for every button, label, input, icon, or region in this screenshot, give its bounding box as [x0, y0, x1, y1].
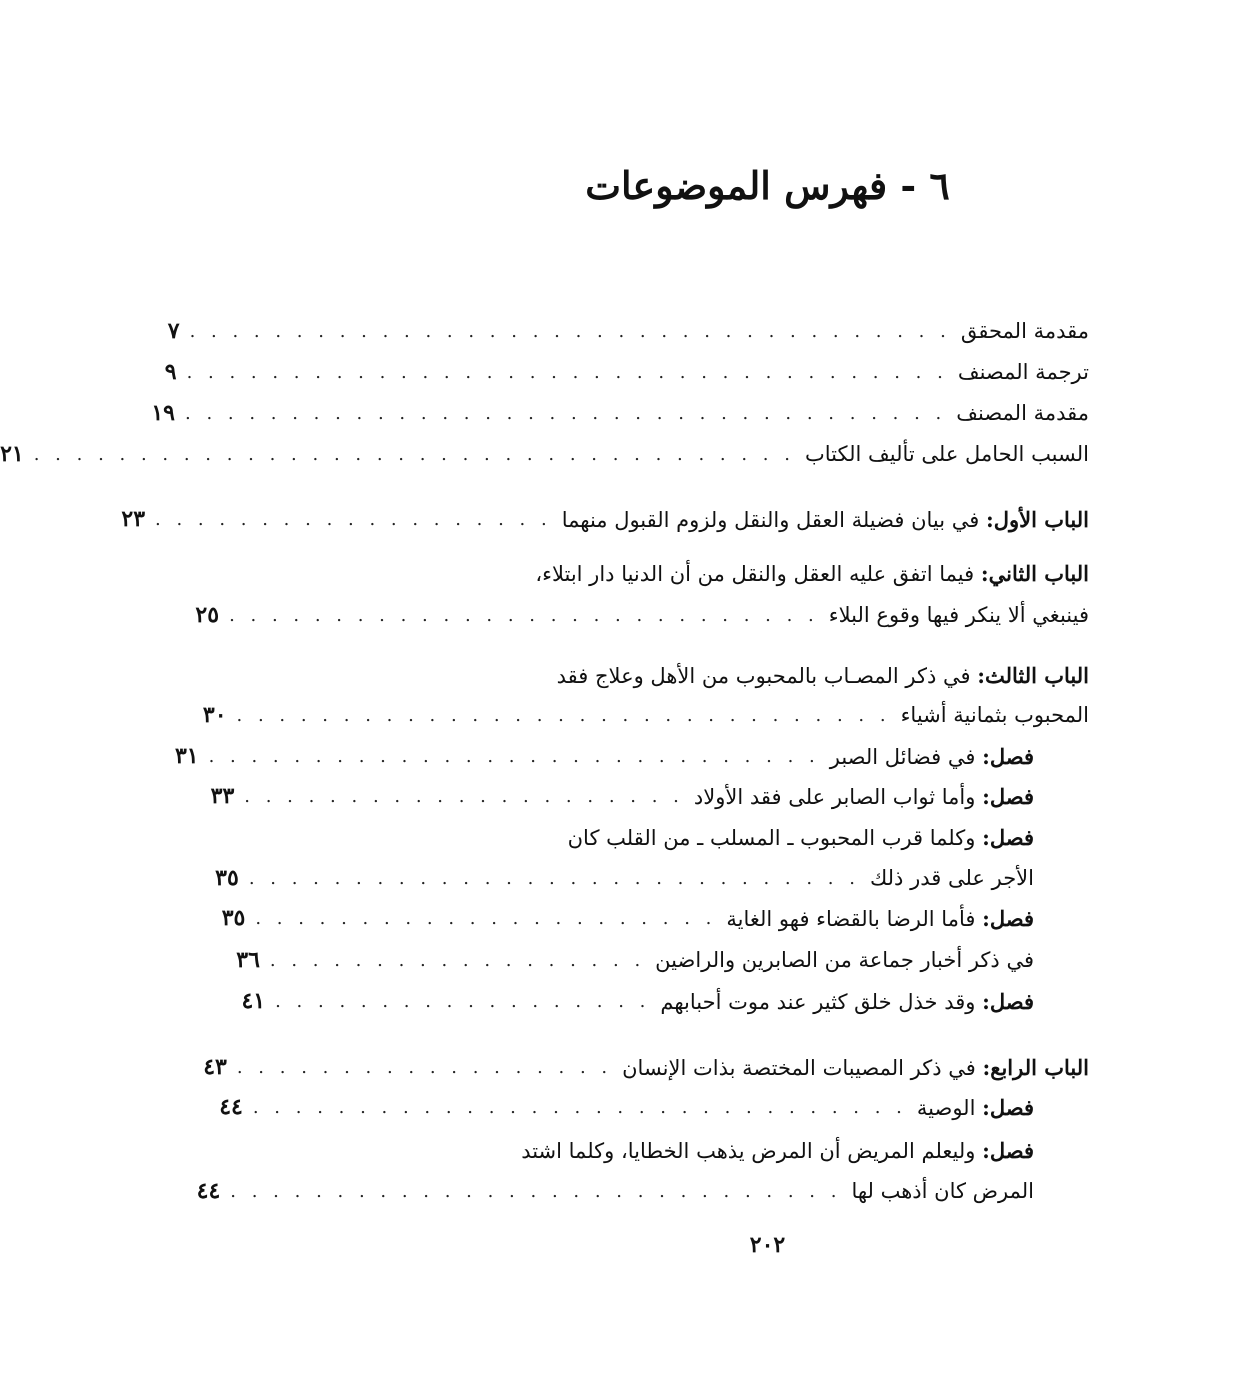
toc-page-number: ٧	[167, 318, 180, 344]
toc-page-number: ٢٥	[195, 602, 220, 628]
toc-entry[interactable]	[174, 736, 1034, 776]
toc-entry-label: المرض كان أذهب لها	[851, 1179, 1034, 1203]
toc-page-number: ٤٤	[196, 1178, 221, 1204]
toc-page-number: ٤١	[241, 988, 266, 1014]
toc-entry-head: فصل:	[982, 905, 1034, 931]
toc-entry[interactable]	[401, 553, 1089, 593]
toc-entry[interactable]	[196, 1171, 1034, 1211]
toc-leader-dots: . . . . . . . . . . . . . . . . . . . . . . . . . . . .	[229, 604, 819, 626]
toc-leader-dots: . . . . . . . . . . . . . . . . . . .	[155, 508, 552, 530]
toc-entry-head: الباب الأول:	[985, 506, 1089, 532]
title-number: ٦ -	[900, 163, 950, 208]
toc-leader-dots: . . . . . . . . . . . . . . . . . . . . . . . . . . . . .	[208, 745, 820, 767]
page-number: ٢٠٢	[749, 1232, 786, 1258]
toc-leader-dots: . . . . . . . . . . . . . . . . . .	[236, 1056, 613, 1078]
toc-entry-label: فيما اتفق عليه العقل والنقل من أن الدنيا دار ابتلاء،	[535, 561, 975, 586]
toc-entry-head: فصل:	[982, 1137, 1034, 1163]
page-title	[301, 163, 1234, 208]
toc-entry-label: فينبغي ألا ينكر فيها وقوع البلاء	[828, 603, 1089, 627]
toc-entry-label: مقدمة المصنف	[956, 401, 1089, 425]
toc-entry-head: الباب الثالث:	[977, 662, 1089, 688]
toc-page-number: ٣٥	[215, 865, 239, 891]
toc-entry-head: فصل:	[982, 1094, 1034, 1120]
toc-entry-label: في ذكر المصيبات المختصة بذات الإنسان	[622, 1055, 976, 1080]
toc-leader-dots: . . . . . . . . . . . . . . . . . .	[275, 990, 651, 1012]
toc-entry[interactable]	[215, 858, 1034, 898]
toc-leader-dots: . . . . . . . . . . . . . . . . . . . . . .	[255, 907, 717, 929]
toc-entry[interactable]	[241, 981, 1034, 1021]
toc-page-number: ٩	[164, 359, 177, 385]
toc-page-number: ١٩	[151, 400, 175, 426]
toc-entry-label: الوصية	[916, 1095, 976, 1120]
toc-leader-dots: . . . . . . . . . . . . . . . . . . . . . . . . . . . . . . . . . . . .	[186, 361, 948, 383]
toc-entry-head: فصل:	[982, 824, 1034, 850]
toc-page-number: ٢٣	[121, 506, 146, 532]
toc-leader-dots: . . . . . . . . . . . . . . . . . . . . . . . . . . . . . . . . . . . .	[185, 402, 947, 424]
toc-entry-head: فصل:	[982, 988, 1034, 1014]
toc-entry[interactable]	[210, 776, 1034, 816]
toc-page-number: ٢١	[0, 441, 24, 467]
toc-page-number: ٣٦	[236, 947, 260, 973]
toc-entry-label: وكلما قرب المحبوب ـ المسلب ـ من القلب كان	[567, 825, 976, 850]
toc-page-number: ٣٥	[221, 905, 246, 931]
title-text: فهرس الموضوعات	[585, 163, 888, 208]
toc-entry-label: وأما ثواب الصابر على فقد الأولاد	[693, 784, 976, 809]
toc-entry[interactable]	[164, 352, 1089, 392]
toc-entry-label: فأما الرضا بالقضاء فهو الغاية	[726, 906, 976, 931]
toc-page-number: ٣٣	[210, 783, 235, 809]
toc-entry-label: وقد خذل خلق كثير عند موت أحبابهم	[660, 989, 976, 1014]
toc-entry-head: الباب الرابع:	[982, 1054, 1089, 1080]
toc-page-number: ٣١	[174, 743, 199, 769]
toc-entry-label: السبب الحامل على تأليف الكتاب	[804, 442, 1089, 466]
toc-entry[interactable]	[202, 695, 1089, 735]
toc-entry-label: في ذكر أخبار جماعة من الصابرين والراضين	[655, 948, 1034, 972]
toc-page-number: ٣٠	[202, 702, 227, 728]
toc-entry-label: ترجمة المصنف	[957, 360, 1089, 384]
toc-leader-dots: . . . . . . . . . . . . . . . . . . . . .	[244, 785, 684, 807]
toc-leader-dots: . . . . . . . . . . . . . . . . . . . . . . . . . . . . . . . . . . . .	[33, 443, 795, 465]
toc-page-number: ٤٣	[203, 1054, 227, 1080]
toc-entry-label: مقدمة المحقق	[960, 319, 1089, 343]
toc-entry-head: فصل:	[982, 783, 1034, 809]
toc-leader-dots: . . . . . . . . . . . . . . . . . . . . . . . . . . . . . . .	[252, 1096, 907, 1118]
toc-entry[interactable]	[167, 311, 1089, 351]
toc-entry[interactable]	[121, 499, 1089, 539]
toc-entry[interactable]	[0, 434, 1089, 474]
toc-leader-dots: . . . . . . . . . . . . . . . . . .	[269, 949, 646, 971]
toc-leader-dots: . . . . . . . . . . . . . . . . . . . . . . . . . . . . .	[230, 1180, 842, 1202]
toc-entry[interactable]	[401, 1130, 1034, 1170]
toc-entry-label: الأجر على قدر ذلك	[869, 866, 1034, 890]
toc-leader-dots: . . . . . . . . . . . . . . . . . . . . . . . . . . . . . . .	[236, 704, 891, 726]
toc-page-number: ٤٤	[219, 1094, 243, 1120]
toc-entry[interactable]	[219, 1087, 1034, 1127]
toc-entry-head: فصل:	[982, 743, 1034, 769]
toc-entry[interactable]	[401, 655, 1089, 695]
toc-entry[interactable]	[221, 898, 1034, 938]
toc-entry-label: المحبوب بثمانية أشياء	[900, 703, 1089, 727]
toc-entry[interactable]	[195, 595, 1089, 635]
toc-entry-label: في بيان فضيلة العقل والنقل ولزوم القبول منهما	[561, 507, 980, 532]
toc-entry[interactable]	[236, 940, 1034, 980]
toc-entry[interactable]	[203, 1047, 1089, 1087]
toc-entry-head: الباب الثاني:	[980, 560, 1089, 586]
toc-leader-dots: . . . . . . . . . . . . . . . . . . . . . . . . . . . . . . . . . . . .	[189, 320, 951, 342]
toc-entry-label: وليعلم المريض أن المرض يذهب الخطايا، وكلما اشتد	[521, 1138, 976, 1163]
toc-leader-dots: . . . . . . . . . . . . . . . . . . . . . . . . . . . . .	[248, 867, 860, 889]
toc-entry-label: في ذكر المصـاب بالمحبوب من الأهل وعلاج فقد	[556, 663, 971, 688]
toc-entry-label: في فضائل الصبر	[829, 744, 976, 769]
toc-entry[interactable]	[401, 817, 1034, 857]
toc-entry[interactable]	[151, 393, 1089, 433]
